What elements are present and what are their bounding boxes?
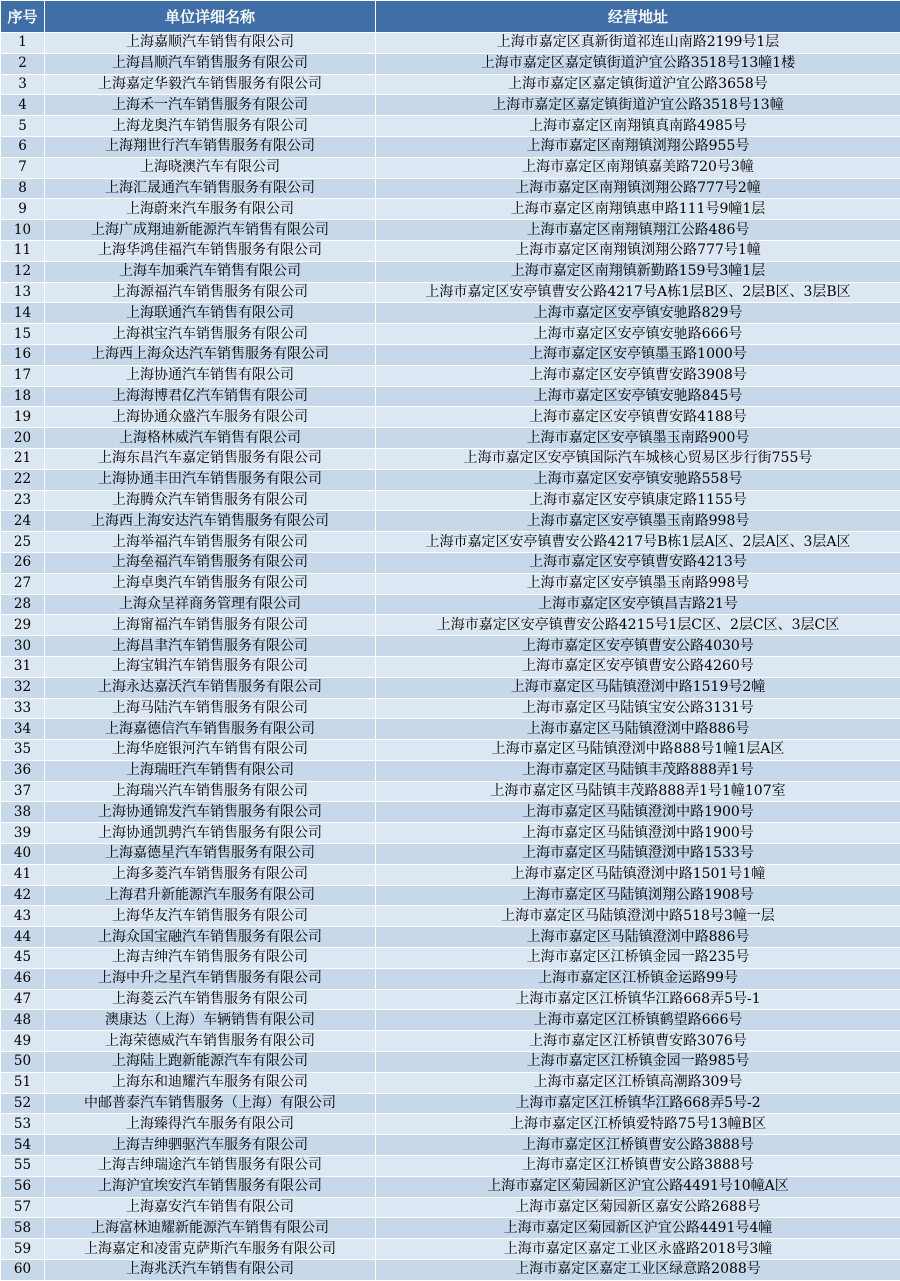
cell-num: 22: [1, 469, 45, 490]
cell-num: 38: [1, 802, 45, 823]
cell-num: 9: [1, 199, 45, 220]
cell-address: 上海市嘉定区江桥镇高潮路309号: [376, 1072, 900, 1093]
cell-name: 上海晓澳汽车有限公司: [45, 157, 376, 178]
table-row: [1, 823, 900, 844]
cell-num: 33: [1, 698, 45, 719]
cell-address: 上海市嘉定区嘉定镇街道沪宜公路3658号: [376, 74, 900, 95]
cell-num: 55: [1, 1156, 45, 1177]
cell-address: 上海市嘉定区江桥镇华江路668弄5号-1: [376, 989, 900, 1010]
cell-num: 23: [1, 490, 45, 511]
cell-num: 30: [1, 636, 45, 657]
cell-address: 上海市嘉定区安亭镇墨玉南路900号: [376, 428, 900, 449]
table-row: [1, 906, 900, 927]
cell-address: 上海市嘉定区马陆镇澄浏中路1900号: [376, 823, 900, 844]
cell-num: 28: [1, 594, 45, 615]
cell-name: 上海瑞旺汽车销售有限公司: [45, 760, 376, 781]
cell-address: 上海市嘉定区安亭镇曹安公路4217号B栋1层A区、2层A区、3层A区: [376, 532, 900, 553]
table-row: [1, 885, 900, 906]
cell-address: 上海市嘉定区嘉定工业区永盛路2018号3幢: [376, 1239, 900, 1260]
cell-name: 上海龙奥汽车销售服务有限公司: [45, 116, 376, 137]
cell-num: 45: [1, 948, 45, 969]
cell-name: 中邮普泰汽车销售服务（上海）有限公司: [45, 1093, 376, 1114]
table-row: [1, 1093, 900, 1114]
cell-address: 上海市嘉定区菊园新区沪宜公路4491号4幢: [376, 1218, 900, 1239]
cell-num: 58: [1, 1218, 45, 1239]
cell-name: 上海格林威汽车销售有限公司: [45, 428, 376, 449]
cell-name: 上海祺宝汽车销售服务有限公司: [45, 324, 376, 345]
cell-name: 上海永达嘉沃汽车销售服务有限公司: [45, 677, 376, 698]
cell-name: 上海汇晟通汽车销售服务有限公司: [45, 178, 376, 199]
cell-address: 上海市嘉定区南翔镇新勤路159号3幢1层: [376, 261, 900, 282]
table-row: [1, 240, 900, 261]
cell-address: 上海市嘉定区嘉定镇街道沪宜公路3518号13幢1楼: [376, 53, 900, 74]
cell-address: 上海市嘉定区南翔镇浏翔公路955号: [376, 136, 900, 157]
cell-name: 上海嘉安汽车销售有限公司: [45, 1197, 376, 1218]
table-row: [1, 719, 900, 740]
table-row: [1, 53, 900, 74]
table-row: [1, 1135, 900, 1156]
cell-name: 上海昌顺汽车销售服务有限公司: [45, 53, 376, 74]
header-name: 单位详细名称: [45, 1, 376, 33]
cell-num: 10: [1, 220, 45, 241]
cell-address: 上海市嘉定区真新街道祁连山南路2199号1层: [376, 33, 900, 54]
cell-address: 上海市嘉定区江桥镇曹安公路3888号: [376, 1135, 900, 1156]
cell-address: 上海市嘉定区安亭镇曹安公路4260号: [376, 656, 900, 677]
table-header: [1, 1, 900, 33]
table-row: [1, 303, 900, 324]
table-row: [1, 1239, 900, 1260]
cell-num: 48: [1, 1010, 45, 1031]
cell-address: 上海市嘉定区安亭镇墨玉南路998号: [376, 573, 900, 594]
table-row: [1, 448, 900, 469]
cell-num: 5: [1, 116, 45, 137]
table-row: [1, 636, 900, 657]
table-row: [1, 740, 900, 761]
table-row: [1, 1010, 900, 1031]
cell-address: 上海市嘉定区马陆镇澄浏中路1900号: [376, 802, 900, 823]
cell-name: 上海协通凯骋汽车销售服务有限公司: [45, 823, 376, 844]
cell-name: 上海东和迪耀汽车服务有限公司: [45, 1072, 376, 1093]
table-row: [1, 95, 900, 116]
cell-address: 上海市嘉定区安亭镇曹安公路4217号A栋1层B区、2层B区、3层B区: [376, 282, 900, 303]
table-row: [1, 136, 900, 157]
cell-num: 24: [1, 511, 45, 532]
cell-num: 43: [1, 906, 45, 927]
cell-address: 上海市嘉定区安亭镇曹安公路4215号1层C区、2层C区、3层C区: [376, 615, 900, 636]
table-row: [1, 324, 900, 345]
table-row: [1, 532, 900, 553]
cell-name: 上海西上海众达汽车销售服务有限公司: [45, 344, 376, 365]
cell-name: 上海广成翔迪新能源汽车销售有限公司: [45, 220, 376, 241]
table-row: [1, 573, 900, 594]
table-row: [1, 157, 900, 178]
cell-address: 上海市嘉定区安亭镇安驰路829号: [376, 303, 900, 324]
table-row: [1, 844, 900, 865]
table-row: [1, 365, 900, 386]
cell-name: 上海海博君亿汽车销售有限公司: [45, 386, 376, 407]
cell-num: 59: [1, 1239, 45, 1260]
cell-name: 上海嘉定华毅汽车销售服务有限公司: [45, 74, 376, 95]
cell-address: 上海市嘉定区安亭镇康定路1155号: [376, 490, 900, 511]
cell-name: 上海兆沃汽车销售有限公司: [45, 1260, 376, 1281]
cell-address: 上海市嘉定区安亭镇曹安路3908号: [376, 365, 900, 386]
table-row: [1, 74, 900, 95]
cell-address: 上海市嘉定区南翔镇浏翔公路777号1幢: [376, 240, 900, 261]
cell-num: 8: [1, 178, 45, 199]
cell-address: 上海市嘉定区江桥镇金园一路985号: [376, 1052, 900, 1073]
cell-num: 39: [1, 823, 45, 844]
table-row: [1, 282, 900, 303]
cell-name: 上海君升新能源汽车服务有限公司: [45, 885, 376, 906]
cell-name: 上海华庭银河汽车销售有限公司: [45, 740, 376, 761]
cell-name: 上海翔世行汽车销售服务有限公司: [45, 136, 376, 157]
table-row: [1, 615, 900, 636]
cell-name: 上海吉绅驷驱汽车服务有限公司: [45, 1135, 376, 1156]
cell-num: 37: [1, 781, 45, 802]
table-row: [1, 781, 900, 802]
table-row: [1, 1031, 900, 1052]
table-row: [1, 199, 900, 220]
table-row: [1, 1218, 900, 1239]
cell-address: 上海市嘉定区嘉定工业区绿意路2088号: [376, 1260, 900, 1281]
table-row: [1, 698, 900, 719]
cell-address: 上海市嘉定区安亭镇曹安路4188号: [376, 407, 900, 428]
table-row: [1, 1072, 900, 1093]
cell-name: 上海禾一汽车销售服务有限公司: [45, 95, 376, 116]
cell-name: 上海陆上跑新能源汽车有限公司: [45, 1052, 376, 1073]
table-row: [1, 116, 900, 137]
cell-num: 57: [1, 1197, 45, 1218]
cell-name: 上海嘉德星汽车销售服务有限公司: [45, 844, 376, 865]
cell-address: 上海市嘉定区南翔镇浏翔公路777号2幢: [376, 178, 900, 199]
cell-num: 49: [1, 1031, 45, 1052]
cell-name: 上海吉绅汽车销售服务有限公司: [45, 948, 376, 969]
cell-num: 17: [1, 365, 45, 386]
cell-address: 上海市嘉定区江桥镇华江路668弄5号-2: [376, 1093, 900, 1114]
cell-name: 上海腾众汽车销售服务有限公司: [45, 490, 376, 511]
cell-name: 上海协通丰田汽车销售服务有限公司: [45, 469, 376, 490]
table-row: [1, 428, 900, 449]
cell-address: 上海市嘉定区南翔镇真南路4985号: [376, 116, 900, 137]
cell-address: 上海市嘉定区江桥镇金运路99号: [376, 968, 900, 989]
cell-address: 上海市嘉定区马陆镇浏翔公路1908号: [376, 885, 900, 906]
table-row: [1, 33, 900, 54]
cell-name: 上海协通汽车销售有限公司: [45, 365, 376, 386]
cell-name: 上海垒福汽车销售服务有限公司: [45, 552, 376, 573]
cell-num: 41: [1, 864, 45, 885]
cell-name: 上海协通众盛汽车服务有限公司: [45, 407, 376, 428]
table-row: [1, 656, 900, 677]
cell-name: 上海卓奥汽车销售服务有限公司: [45, 573, 376, 594]
cell-address: 上海市嘉定区马陆镇澄浏中路886号: [376, 927, 900, 948]
cell-num: 6: [1, 136, 45, 157]
cell-address: 上海市嘉定区南翔镇嘉美路720号3幢: [376, 157, 900, 178]
cell-name: 上海联通汽车销售有限公司: [45, 303, 376, 324]
cell-name: 上海华友汽车销售服务有限公司: [45, 906, 376, 927]
cell-address: 上海市嘉定区安亭镇安驰路845号: [376, 386, 900, 407]
table-row: [1, 1260, 900, 1281]
cell-num: 16: [1, 344, 45, 365]
table-row: [1, 594, 900, 615]
cell-address: 上海市嘉定区安亭镇墨玉南路998号: [376, 511, 900, 532]
cell-num: 25: [1, 532, 45, 553]
cell-num: 52: [1, 1093, 45, 1114]
cell-name: 上海宝辑汽车销售服务有限公司: [45, 656, 376, 677]
table-row: [1, 677, 900, 698]
cell-name: 上海甯福汽车销售服务有限公司: [45, 615, 376, 636]
table-row: [1, 802, 900, 823]
cell-name: 上海嘉顺汽车销售有限公司: [45, 33, 376, 54]
cell-name: 上海富林迪耀新能源汽车销售有限公司: [45, 1218, 376, 1239]
cell-address: 上海市嘉定区安亭镇国际汽车城核心贸易区步行街755号: [376, 448, 900, 469]
cell-num: 14: [1, 303, 45, 324]
cell-num: 12: [1, 261, 45, 282]
cell-address: 上海市嘉定区马陆镇澄浏中路518号3幢一层: [376, 906, 900, 927]
cell-name: 上海协通锦发汽车销售服务有限公司: [45, 802, 376, 823]
table-row: [1, 948, 900, 969]
cell-num: 1: [1, 33, 45, 54]
table-body: [1, 33, 900, 1281]
cell-name: 上海嘉定和凌雷克萨斯汽车服务有限公司: [45, 1239, 376, 1260]
table-row: [1, 469, 900, 490]
table-row: [1, 864, 900, 885]
cell-address: 上海市嘉定区江桥镇爱特路75号13幢B区: [376, 1114, 900, 1135]
cell-name: 上海众呈祥商务管理有限公司: [45, 594, 376, 615]
cell-num: 13: [1, 282, 45, 303]
cell-address: 上海市嘉定区安亭镇曹安公路4030号: [376, 636, 900, 657]
header-num: 序号: [1, 1, 45, 33]
table-row: [1, 407, 900, 428]
cell-address: 上海市嘉定区马陆镇宝安公路3131号: [376, 698, 900, 719]
cell-num: 50: [1, 1052, 45, 1073]
cell-address: 上海市嘉定区马陆镇丰茂路888弄1号: [376, 760, 900, 781]
cell-num: 19: [1, 407, 45, 428]
cell-address: 上海市嘉定区马陆镇澄浏中路886号: [376, 719, 900, 740]
cell-num: 56: [1, 1176, 45, 1197]
cell-address: 上海市嘉定区江桥镇曹安公路3888号: [376, 1156, 900, 1177]
cell-num: 51: [1, 1072, 45, 1093]
table-row: [1, 968, 900, 989]
cell-name: 上海吉绅瑞途汽车销售服务有限公司: [45, 1156, 376, 1177]
cell-address: 上海市嘉定区江桥镇曹安路3076号: [376, 1031, 900, 1052]
header-row: [1, 1, 900, 33]
cell-address: 上海市嘉定区马陆镇澄浏中路888号1幢1层A区: [376, 740, 900, 761]
table-row: [1, 511, 900, 532]
cell-address: 上海市嘉定区菊园新区嘉安公路2688号: [376, 1197, 900, 1218]
cell-name: 上海臻得汽车服务有限公司: [45, 1114, 376, 1135]
cell-address: 上海市嘉定区江桥镇金园一路235号: [376, 948, 900, 969]
header-address: 经营地址: [376, 1, 900, 33]
table-row: [1, 760, 900, 781]
table-row: [1, 989, 900, 1010]
table-row: [1, 220, 900, 241]
cell-name: 上海东昌汽车嘉定销售服务有限公司: [45, 448, 376, 469]
cell-num: 27: [1, 573, 45, 594]
cell-num: 47: [1, 989, 45, 1010]
cell-name: 上海菱云汽车销售服务有限公司: [45, 989, 376, 1010]
cell-address: 上海市嘉定区安亭镇曹安路4213号: [376, 552, 900, 573]
cell-name: 上海瑞兴汽车销售服务有限公司: [45, 781, 376, 802]
cell-num: 42: [1, 885, 45, 906]
cell-num: 3: [1, 74, 45, 95]
table-row: [1, 490, 900, 511]
table-row: [1, 1176, 900, 1197]
cell-name: 上海蔚来汽车服务有限公司: [45, 199, 376, 220]
cell-name: 上海众国宝融汽车销售服务有限公司: [45, 927, 376, 948]
cell-address: 上海市嘉定区安亭镇安驰路666号: [376, 324, 900, 345]
table-row: [1, 927, 900, 948]
cell-num: 53: [1, 1114, 45, 1135]
cell-name: 上海嘉德信汽车销售服务有限公司: [45, 719, 376, 740]
cell-name: 上海源福汽车销售服务有限公司: [45, 282, 376, 303]
table-row: [1, 344, 900, 365]
table-row: [1, 1114, 900, 1135]
cell-num: 60: [1, 1260, 45, 1281]
cell-num: 2: [1, 53, 45, 74]
table-row: [1, 1197, 900, 1218]
cell-num: 21: [1, 448, 45, 469]
cell-name: 上海多菱汽车销售服务有限公司: [45, 864, 376, 885]
cell-name: 上海举福汽车销售服务有限公司: [45, 532, 376, 553]
cell-address: 上海市嘉定区嘉定镇街道沪宜公路3518号13幢: [376, 95, 900, 116]
table-row: [1, 1156, 900, 1177]
cell-num: 20: [1, 428, 45, 449]
cell-name: 上海昌聿汽车销售服务有限公司: [45, 636, 376, 657]
cell-address: 上海市嘉定区安亭镇墨玉路1000号: [376, 344, 900, 365]
cell-address: 上海市嘉定区马陆镇丰茂路888弄1号1幢107室: [376, 781, 900, 802]
cell-name: 上海华鸿佳福汽车销售服务有限公司: [45, 240, 376, 261]
cell-num: 4: [1, 95, 45, 116]
cell-num: 29: [1, 615, 45, 636]
table-row: [1, 386, 900, 407]
cell-name: 上海荣德威汽车销售服务有限公司: [45, 1031, 376, 1052]
cell-num: 46: [1, 968, 45, 989]
cell-name: 上海西上海安达汽车销售服务有限公司: [45, 511, 376, 532]
cell-num: 35: [1, 740, 45, 761]
table-row: [1, 1052, 900, 1073]
cell-address: 上海市嘉定区南翔镇翔江公路486号: [376, 220, 900, 241]
cell-address: 上海市嘉定区马陆镇澄浏中路1501号1幢: [376, 864, 900, 885]
cell-address: 上海市嘉定区马陆镇澄浏中路1519号2幢: [376, 677, 900, 698]
cell-address: 上海市嘉定区南翔镇惠申路111号9幢1层: [376, 199, 900, 220]
cell-num: 44: [1, 927, 45, 948]
cell-num: 7: [1, 157, 45, 178]
cell-name: 上海中升之星汽车销售服务有限公司: [45, 968, 376, 989]
cell-name: 上海车加乘汽车销售有限公司: [45, 261, 376, 282]
cell-num: 32: [1, 677, 45, 698]
cell-num: 40: [1, 844, 45, 865]
cell-address: 上海市嘉定区菊园新区沪宜公路4491号10幢A区: [376, 1176, 900, 1197]
cell-address: 上海市嘉定区马陆镇澄浏中路1533号: [376, 844, 900, 865]
cell-num: 31: [1, 656, 45, 677]
cell-name: 上海马陆汽车销售服务有限公司: [45, 698, 376, 719]
cell-num: 11: [1, 240, 45, 261]
table-row: [1, 178, 900, 199]
cell-num: 15: [1, 324, 45, 345]
cell-name: 上海沪宜埃安汽车销售服务有限公司: [45, 1176, 376, 1197]
table-row: [1, 261, 900, 282]
cell-address: 上海市嘉定区江桥镇鹤望路666号: [376, 1010, 900, 1031]
cell-name: 澳康达（上海）车辆销售有限公司: [45, 1010, 376, 1031]
cell-num: 26: [1, 552, 45, 573]
cell-num: 54: [1, 1135, 45, 1156]
cell-num: 34: [1, 719, 45, 740]
cell-num: 36: [1, 760, 45, 781]
table-row: [1, 552, 900, 573]
cell-address: 上海市嘉定区安亭镇安驰路558号: [376, 469, 900, 490]
cell-num: 18: [1, 386, 45, 407]
cell-address: 上海市嘉定区安亭镇昌吉路21号: [376, 594, 900, 615]
